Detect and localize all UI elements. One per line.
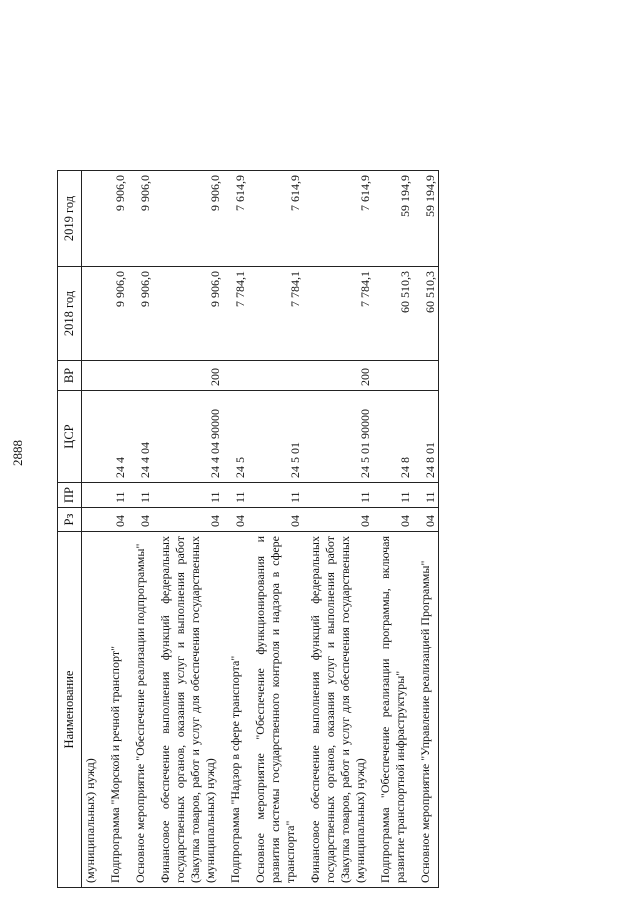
table-row [153,171,223,888]
header-2018: 2018 год [58,267,82,361]
table-row [248,171,303,888]
header-rz: Рз [58,508,82,532]
row-2019: 7 614,9 [303,171,373,267]
row-pr: 11 [303,483,373,508]
row-rz: 04 [103,508,128,532]
page-number: 2888 [10,440,25,466]
row-2018: 7 784,1 [248,267,303,361]
row-pr: 11 [223,483,248,508]
row-2019: 9 906,0 [128,171,153,267]
row-2018: 7 784,1 [223,267,248,361]
table-row [103,171,128,888]
row-csr [82,391,104,483]
row-csr: 24 4 04 90000 [153,391,223,483]
row-2019: 7 614,9 [223,171,248,267]
row-rz: 04 [153,508,223,532]
row-2019 [82,171,104,267]
row-name: Основное мероприятие "Обеспечение функционирования и развития системы государственного контроля и надзора в сфере транспорта" [248,532,303,888]
row-rz: 04 [223,508,248,532]
row-name: Подпрограмма "Морской и речной транспорт" [103,532,128,888]
row-pr: 11 [413,483,439,508]
row-pr: 11 [128,483,153,508]
budget-table [57,170,439,888]
row-csr: 24 5 01 90000 [303,391,373,483]
row-2019: 59 194,9 [373,171,413,267]
table-row [413,171,439,888]
row-2019: 7 614,9 [248,171,303,267]
row-rz: 04 [413,508,439,532]
row-vr [103,361,128,391]
row-pr: 11 [103,483,128,508]
row-rz: 04 [128,508,153,532]
table-row [128,171,153,888]
row-csr: 24 5 [223,391,248,483]
row-vr [223,361,248,391]
table-row [303,171,373,888]
row-2018: 9 906,0 [128,267,153,361]
row-vr: 200 [303,361,373,391]
row-2018 [82,267,104,361]
row-name: Финансовое обеспечение выполнения функций федеральных государственных органов, оказания услуг и выполнения работ (Закупка товаров, работ и услуг для обеспечения государственных (муниципальных) нужд) [303,532,373,888]
row-csr: 24 4 [103,391,128,483]
table-row [373,171,413,888]
row-csr: 24 5 01 [248,391,303,483]
table-row [82,171,104,888]
row-csr: 24 8 01 [413,391,439,483]
row-2019: 59 194,9 [413,171,439,267]
header-name: Наименование [58,532,82,888]
header-pr: ПР [58,483,82,508]
table-header-row [58,171,82,888]
row-vr: 200 [153,361,223,391]
row-csr: 24 4 04 [128,391,153,483]
row-vr [413,361,439,391]
row-vr [248,361,303,391]
row-2018: 60 510,3 [413,267,439,361]
row-2018: 9 906,0 [103,267,128,361]
row-pr: 11 [373,483,413,508]
row-rz: 04 [248,508,303,532]
row-vr [128,361,153,391]
row-name: (муниципальных) нужд) [82,532,104,888]
row-2018: 7 784,1 [303,267,373,361]
row-name: Финансовое обеспечение выполнения функций федеральных государственных органов, оказания услуг и выполнения работ (Закупка товаров, работ и услуг для обеспечения государственных (муниципальных) нужд) [153,532,223,888]
row-name: Основное мероприятие "Обеспечение реализации подпрограммы" [128,532,153,888]
row-2019: 9 906,0 [153,171,223,267]
row-rz: 04 [303,508,373,532]
row-vr [373,361,413,391]
row-csr: 24 8 [373,391,413,483]
row-vr [82,361,104,391]
row-pr: 11 [248,483,303,508]
row-rz: 04 [373,508,413,532]
row-name: Основное мероприятие "Управление реализацией Программы" [413,532,439,888]
header-csr: ЦСР [58,391,82,483]
table-row [223,171,248,888]
row-rz [82,508,104,532]
header-2019: 2019 год [58,171,82,267]
header-vr: ВР [58,361,82,391]
row-2018: 9 906,0 [153,267,223,361]
row-name: Подпрограмма "Обеспечение реализации программы, включая развитие транспортной инфраструктуры" [373,532,413,888]
row-2019: 9 906,0 [103,171,128,267]
row-pr: 11 [153,483,223,508]
row-2018: 60 510,3 [373,267,413,361]
row-name: Подпрограмма "Надзор в сфере транспорта" [223,532,248,888]
row-pr [82,483,104,508]
